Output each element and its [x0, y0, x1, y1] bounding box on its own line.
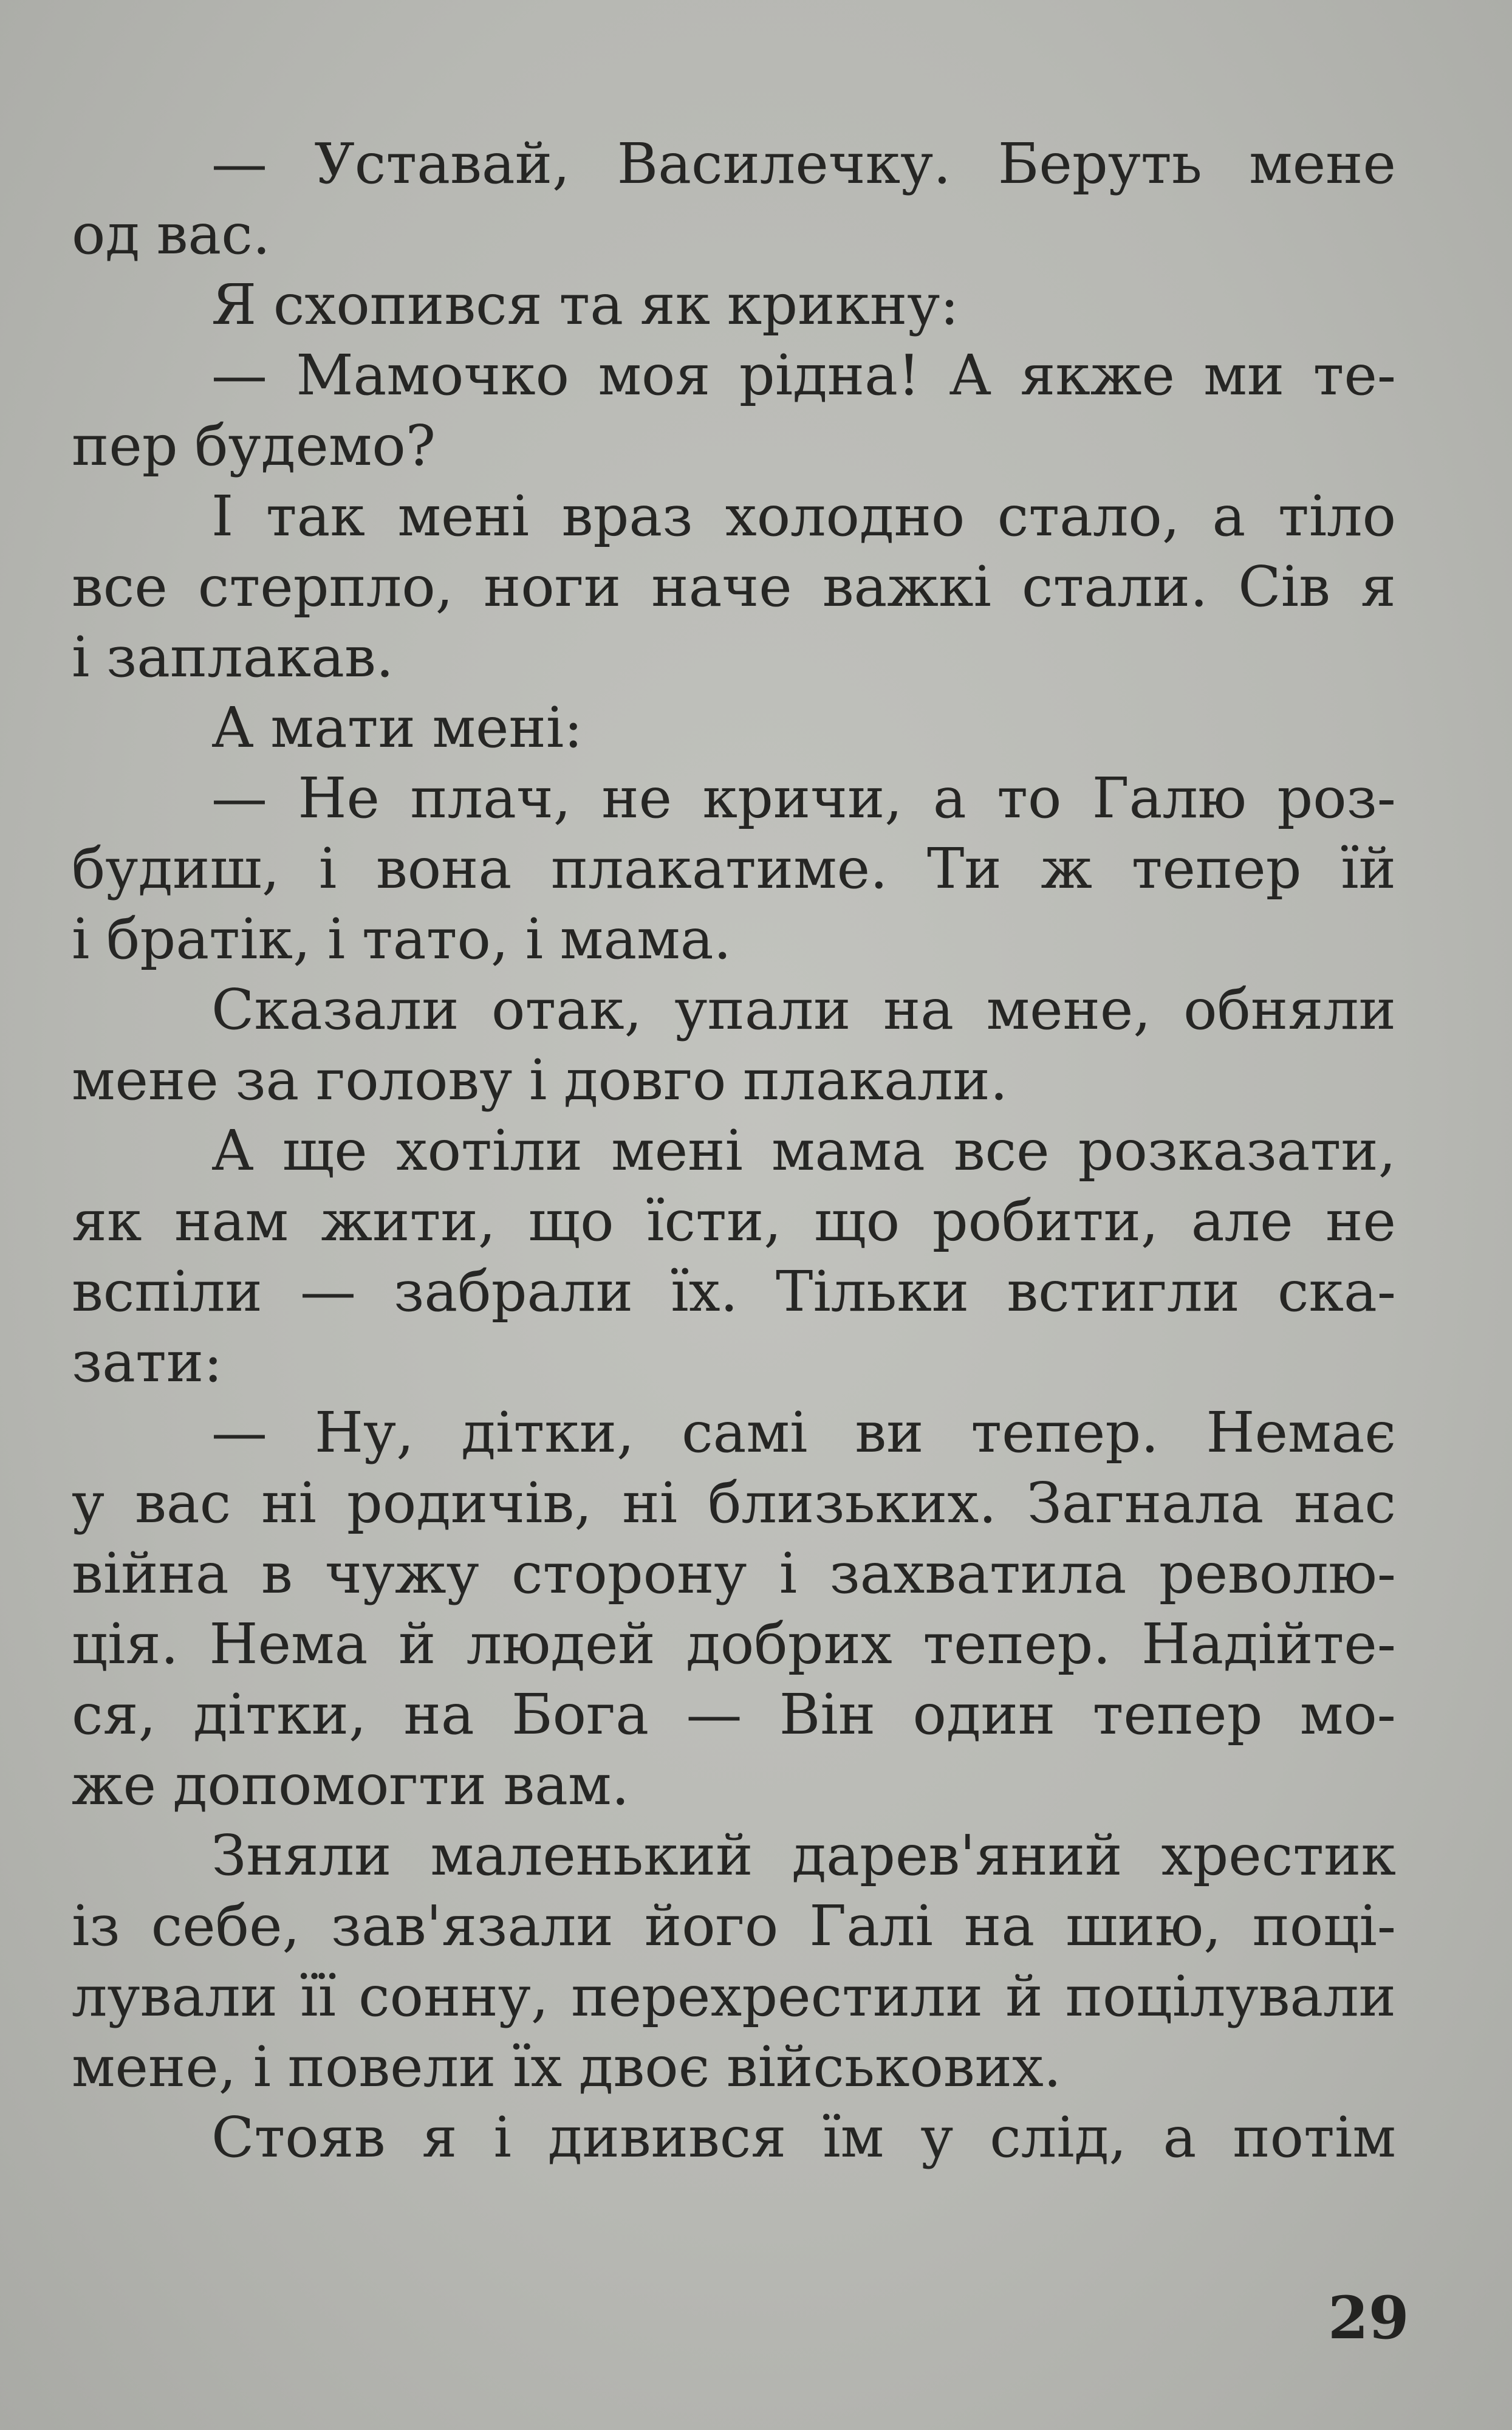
word: у [72, 1471, 105, 1536]
word: робити, [932, 1189, 1159, 1254]
word: військових. [726, 2034, 1062, 2099]
body-text [72, 129, 1396, 2173]
word: Сів [1238, 554, 1330, 619]
word: плакали. [743, 1048, 1008, 1113]
word: я [422, 2105, 457, 2170]
word: — [211, 131, 267, 196]
word: мене, [986, 977, 1151, 1042]
word: один [912, 1682, 1056, 1747]
word: їх [512, 2034, 563, 2099]
word: близьких. [708, 1471, 997, 1536]
word: отак, [491, 977, 642, 1042]
text-line [72, 1821, 1396, 1891]
word: все [953, 1118, 1050, 1183]
word: перехрестили [571, 1964, 983, 2029]
text-line [72, 1609, 1396, 1680]
word: не [601, 766, 672, 831]
word: за [235, 1048, 299, 1113]
text-line [72, 129, 1396, 199]
word: розказати, [1078, 1118, 1396, 1183]
word: Я [211, 272, 257, 337]
word: потім [1233, 2105, 1396, 2170]
word: шию, [1066, 1893, 1222, 1958]
word: мене [1249, 131, 1396, 196]
word: Василечку. [617, 131, 951, 196]
word: і [318, 836, 337, 901]
word: дітки, [193, 1682, 367, 1747]
word: як [72, 1189, 142, 1254]
word: маленький [430, 1823, 753, 1888]
word: — [300, 1259, 356, 1324]
word: їм [823, 2105, 884, 2170]
word: а [1163, 2105, 1197, 2170]
word: рідна! [739, 343, 920, 408]
word: Надійте- [1141, 1611, 1396, 1677]
text-line [72, 340, 1396, 411]
word: не [1326, 1189, 1396, 1254]
word: і [493, 2105, 511, 2170]
text-line [72, 1257, 1396, 1327]
word: ція. [72, 1611, 179, 1677]
word: що [528, 1189, 614, 1254]
word: вспіли [72, 1259, 262, 1324]
word: пер [72, 413, 178, 478]
word: холодно [725, 484, 965, 549]
text-line [72, 1045, 1396, 1116]
word: тепер. [923, 1611, 1111, 1677]
text-line [72, 834, 1396, 904]
word: — [686, 1682, 742, 1747]
word: А [949, 343, 991, 408]
word: поцілували [1065, 1964, 1396, 2029]
word: сторону [511, 1541, 747, 1606]
word: од [72, 202, 140, 267]
word: ноги [483, 554, 621, 619]
word: тепер [1092, 1682, 1263, 1747]
text-line [72, 975, 1396, 1045]
word: ви [855, 1400, 924, 1465]
word: Стояв [211, 2105, 386, 2170]
word: ні [622, 1471, 678, 1536]
word: встигли [1007, 1259, 1240, 1324]
word: Немає [1206, 1400, 1396, 1465]
word: дарев'яний [792, 1823, 1123, 1888]
word: наче [651, 554, 792, 619]
word: мене, [72, 2034, 237, 2099]
text-line [72, 1116, 1396, 1186]
word: його [644, 1893, 779, 1958]
word: А [211, 1118, 254, 1183]
word: якже [1020, 343, 1175, 408]
word: кричи, [702, 766, 903, 831]
word: і [253, 2034, 272, 2099]
text-line [72, 1327, 1396, 1398]
word: братік, [106, 907, 311, 972]
word: вас [135, 1471, 231, 1536]
word: Ну, [314, 1400, 414, 1465]
word: їсти, [646, 1189, 782, 1254]
word: Загнала [1027, 1471, 1264, 1536]
word: Беруть [997, 131, 1202, 196]
word: забрали [394, 1259, 634, 1324]
word: плач, [410, 766, 572, 831]
word: Галі [809, 1893, 933, 1958]
word: їй [1341, 836, 1396, 901]
word: сонну, [358, 1964, 549, 2029]
word: будемо? [194, 413, 436, 478]
word: мене [72, 1048, 219, 1113]
word: заплакав. [106, 625, 394, 690]
word: — [211, 766, 267, 831]
text-line [72, 904, 1396, 975]
text-line [72, 1750, 1396, 1821]
text-line [72, 1398, 1396, 1468]
word: тепер. [971, 1400, 1159, 1465]
word: Ти [927, 836, 1002, 901]
text-line [72, 2102, 1396, 2173]
word: схопився [273, 272, 542, 337]
word: вам. [503, 1752, 629, 1817]
word: на [883, 977, 954, 1042]
word: все [72, 554, 168, 619]
text-line [72, 1468, 1396, 1539]
word: Тільки [776, 1259, 970, 1324]
word: Бога [511, 1682, 649, 1747]
word: жити, [321, 1189, 496, 1254]
word: А [211, 695, 254, 760]
word: ще [282, 1118, 368, 1183]
word: враз [561, 484, 693, 549]
word: — [211, 1400, 267, 1465]
word: Він [779, 1682, 876, 1747]
word: у [920, 2105, 954, 2170]
word: війна [72, 1541, 229, 1606]
text-line [72, 2032, 1396, 2102]
word: ся, [72, 1682, 156, 1747]
word: лували [72, 1964, 278, 2029]
word: мені [397, 484, 530, 549]
word: й [1005, 1964, 1043, 2029]
text-line [72, 1539, 1396, 1609]
word: чужу [325, 1541, 479, 1606]
word: плакатиме. [550, 836, 888, 901]
word: упали [674, 977, 851, 1042]
word: обняли [1183, 977, 1396, 1042]
word: Сказали [211, 977, 459, 1042]
word: Не [298, 766, 380, 831]
word: і [72, 625, 90, 690]
word: тіло [1278, 484, 1396, 549]
text-line [72, 481, 1396, 552]
word: вас. [156, 202, 271, 267]
word: роз- [1277, 766, 1396, 831]
word: і [327, 907, 346, 972]
word: стало, [997, 484, 1180, 549]
word: хотіли [395, 1118, 583, 1183]
word: ж [1041, 836, 1092, 901]
word: а [932, 766, 966, 831]
word: як [640, 272, 711, 337]
text-line [72, 1680, 1396, 1750]
word: тепер [1131, 836, 1302, 901]
word: допомогти [173, 1752, 487, 1817]
word: із [72, 1893, 120, 1958]
word: важкі [822, 554, 991, 619]
word: зав'язали [330, 1893, 614, 1958]
word: і [525, 907, 544, 972]
word: двоє [578, 2034, 710, 2099]
word: та [559, 272, 624, 337]
word: ні [261, 1471, 316, 1536]
word: стали. [1021, 554, 1208, 619]
word: Мамочко [296, 343, 570, 408]
word: людей [466, 1611, 655, 1677]
word: довго [563, 1048, 727, 1113]
word: так [265, 484, 366, 549]
text-line [72, 693, 1396, 763]
text-line [72, 270, 1396, 340]
word: І [211, 484, 234, 549]
word: нас [1294, 1471, 1396, 1536]
word: захватила [829, 1541, 1127, 1606]
text-line [72, 552, 1396, 622]
page-number: 29 [1328, 2284, 1409, 2352]
word: їх. [671, 1259, 738, 1324]
text-line [72, 199, 1396, 270]
word: Галю [1092, 766, 1247, 831]
word: і [72, 907, 90, 972]
word: же [72, 1752, 157, 1817]
word: дітки, [461, 1400, 635, 1465]
text-line [72, 1891, 1396, 1962]
word: себе, [151, 1893, 300, 1958]
word: мо- [1299, 1682, 1396, 1747]
text-line [72, 411, 1396, 481]
word: і [529, 1048, 547, 1113]
word: родичів, [346, 1471, 592, 1536]
word: Уставай, [314, 131, 570, 196]
word: на [964, 1893, 1035, 1958]
word: в [261, 1541, 293, 1606]
word: Зняли [211, 1823, 392, 1888]
word: револю- [1158, 1541, 1396, 1606]
word: хрестик [1161, 1823, 1396, 1888]
word: вона [375, 836, 512, 901]
word: зати: [72, 1330, 223, 1395]
word: ска- [1277, 1259, 1396, 1324]
word: голову [316, 1048, 513, 1113]
word: дивився [547, 2105, 787, 2170]
word: будиш, [72, 836, 280, 901]
word: що [814, 1189, 900, 1254]
word: добрих [686, 1611, 892, 1677]
word: і [779, 1541, 798, 1606]
word: а [1212, 484, 1246, 549]
word: ми [1203, 343, 1285, 408]
word: стерпло, [197, 554, 453, 619]
word: мені [611, 1118, 743, 1183]
word: її [300, 1964, 336, 2029]
word: моя [598, 343, 711, 408]
word: тато, [361, 907, 509, 972]
word: повели [287, 2034, 496, 2099]
word: самі [682, 1400, 808, 1465]
text-line [72, 1186, 1396, 1257]
word: мені: [432, 695, 583, 760]
word: те- [1313, 343, 1396, 408]
text-line [72, 622, 1396, 693]
word: нам [174, 1189, 289, 1254]
word: я [1360, 554, 1396, 619]
word: Нема [209, 1611, 368, 1677]
word: й [398, 1611, 436, 1677]
text-line [72, 1962, 1396, 2032]
word: слід, [990, 2105, 1127, 2170]
text-line [72, 763, 1396, 834]
word: але [1191, 1189, 1293, 1254]
word: — [211, 343, 267, 408]
word: мама. [559, 907, 731, 972]
word: мати [270, 695, 416, 760]
word: на [403, 1682, 474, 1747]
word: то [997, 766, 1062, 831]
word: мама [771, 1118, 925, 1183]
word: крикну: [727, 272, 959, 337]
word: поці- [1252, 1893, 1396, 1958]
